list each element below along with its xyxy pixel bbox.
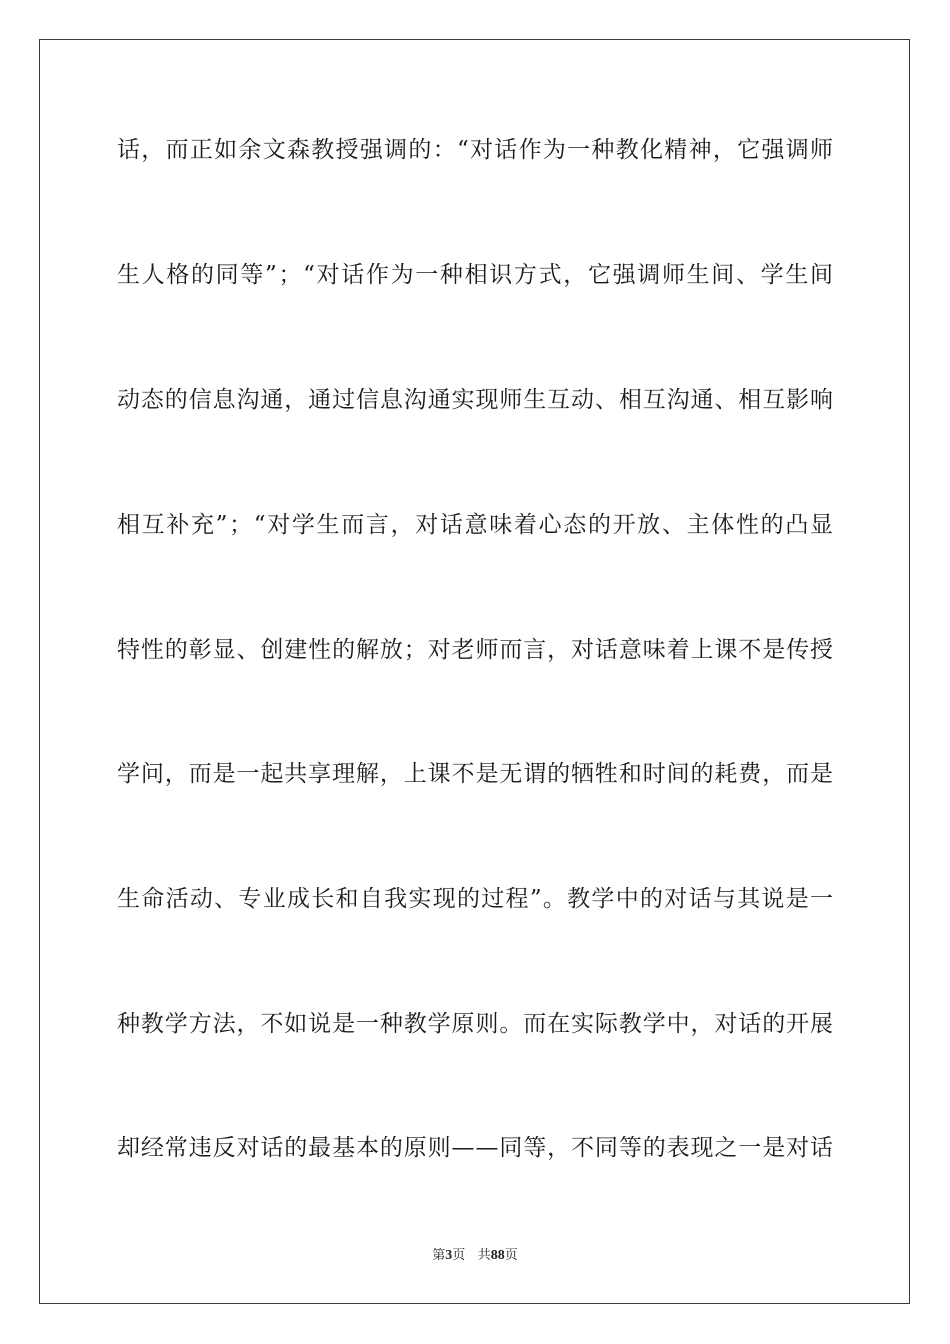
body-text-line: 种教学方法，不如说是一种教学原则。而在实际教学中，对话的开展: [117, 1011, 834, 1037]
total-label-suffix: 页: [504, 1248, 518, 1263]
body-text-line: 生人格的同等”；“对话作为一种相识方式，它强调师生间、学生间: [117, 262, 835, 288]
total-label-prefix: 共: [477, 1248, 491, 1263]
page-number: 3: [445, 1248, 453, 1263]
body-text-line: 却经常违反对话的最基本的原则——同等，不同等的表现之一是对话: [117, 1135, 834, 1161]
total-pages: 88: [490, 1248, 505, 1263]
page-footer: [0, 1247, 950, 1265]
page-label-suffix: 页: [452, 1248, 466, 1263]
body-text-line: 话，而正如余文森教授强调的：“对话作为一种教化精神，它强调师: [117, 137, 835, 163]
body-text-line: 生命活动、专业成长和自我实现的过程”。教学中的对话与其说是一: [117, 886, 835, 912]
body-text-line: 特性的彰显、创建性的解放；对老师而言，对话意味着上课不是传授: [117, 637, 834, 663]
page-border: [39, 39, 910, 1304]
body-text-line: 相互补充”；“对学生而言，对话意味着心态的开放、主体性的凸显: [117, 512, 835, 538]
body-text-line: 动态的信息沟通，通过信息沟通实现师生互动、相互沟通、相互影响: [117, 387, 834, 413]
page-label-prefix: 第: [432, 1248, 446, 1263]
body-text-line: 学问，而是一起共享理解，上课不是无谓的牺牲和时间的耗费，而是: [117, 761, 834, 787]
